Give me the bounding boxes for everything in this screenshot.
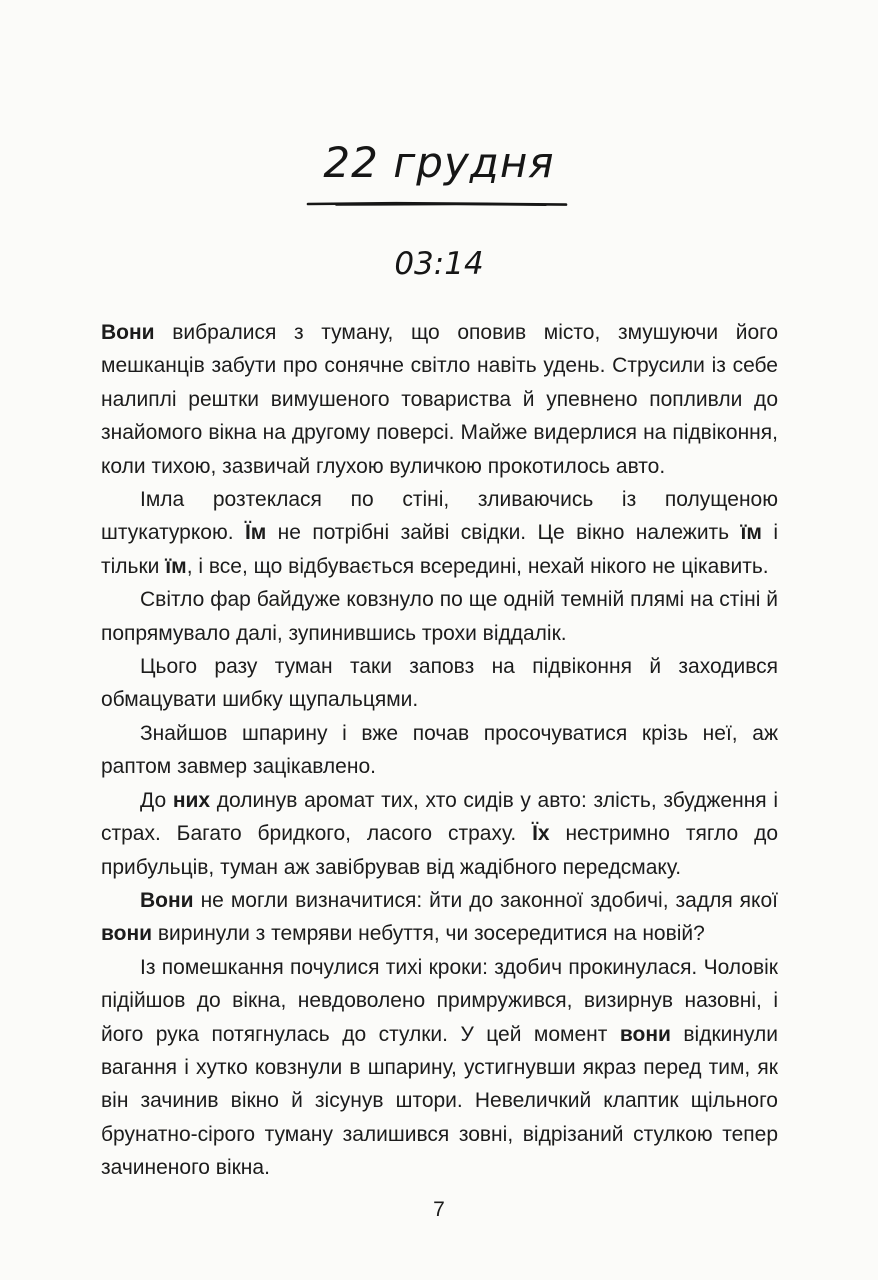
paragraph [101, 650, 778, 717]
title-underline [306, 200, 568, 208]
text-run: і тільки [101, 521, 779, 578]
text-run: долинув аромат тих, хто сидів у авто: злість, збудження і страх. Багато бридкого, ласого страху. [101, 788, 778, 846]
paragraph [101, 951, 778, 1185]
chapter-time: 03:14 [394, 246, 484, 282]
text-run: відкинули вагання і хутко ковзнули в шпарину, устигнувши якраз перед тим, як він зачинив вікно й зісунув штори. Невеличкий клаптик щільного брунатно-сірого туману залишився зовні, відрізаний стулкою тепер зачиненого вікна. [101, 1022, 778, 1180]
emphasis-text: Вони [140, 888, 194, 912]
text-run: , і все, що відбувається всередині, нехай нікого не цікавить. [186, 554, 769, 578]
paragraph [101, 784, 778, 884]
text-run: Знайшов шпарину і вже почав просочуватися крізь неї, аж раптом завмер зацікавлено. [101, 721, 778, 779]
emphasis-text: їм [165, 554, 187, 578]
text-run: До [140, 788, 173, 812]
chapter-title: 22 грудня [323, 138, 555, 187]
text-run: нестримно тягло до прибульців, туман аж завібрував від жадібного передсмаку. [101, 822, 778, 879]
page-number: 7 [433, 1198, 445, 1221]
paragraph [101, 483, 778, 583]
text-run: вибралися з туману, що оповив місто, змушуючи його мешканців забути про сонячне світло навіть удень. Струсили із себе налиплі рештки вимушеного товариства й упевнено попливли до знайомого вікна на другому поверсі. Майже видерлися на підвіконня, коли тихою, зазвичай глухою вуличкою прокотилось авто. [101, 321, 778, 478]
text-run: Цього разу туман таки заповз на підвіконня й заходився обмацувати шибку щупальцями. [101, 655, 778, 712]
paragraph [101, 583, 778, 650]
text-run: не могли визначитися: йти до законної здобичі, задля якої [193, 888, 778, 912]
paragraph [101, 884, 778, 951]
text-run: Світло фар байдуже ковзнуло по ще одній темній плямі на стіні й попрямувало далі, зупинившись трохи віддалік. [101, 588, 778, 645]
paragraph [101, 316, 778, 483]
emphasis-text: Вони [101, 321, 155, 344]
emphasis-text: Їх [532, 822, 550, 846]
emphasis-text: Їм [244, 521, 267, 545]
paragraph [101, 717, 778, 784]
body-text [101, 316, 778, 1185]
emphasis-text: вони [101, 922, 153, 946]
emphasis-text: них [172, 788, 211, 812]
text-run: не потрібні зайві свідки. Це вікно належить [266, 521, 741, 545]
emphasis-text: вони [619, 1022, 671, 1046]
emphasis-text: їм [740, 521, 762, 545]
text-run: виринули з темряви небуття, чи зосередитися на новій? [152, 922, 705, 946]
text-run: Імла розтеклася по стіні, зливаючись із полущеною штукатуркою. [101, 488, 778, 545]
text-run: Із помешкання почулися тихі кроки: здобич прокинулася. Чоловік підійшов до вікна, невдоволено примружився, визирнув назовні, і його рука потягнулась до стулки. У цей момент [101, 955, 778, 1046]
